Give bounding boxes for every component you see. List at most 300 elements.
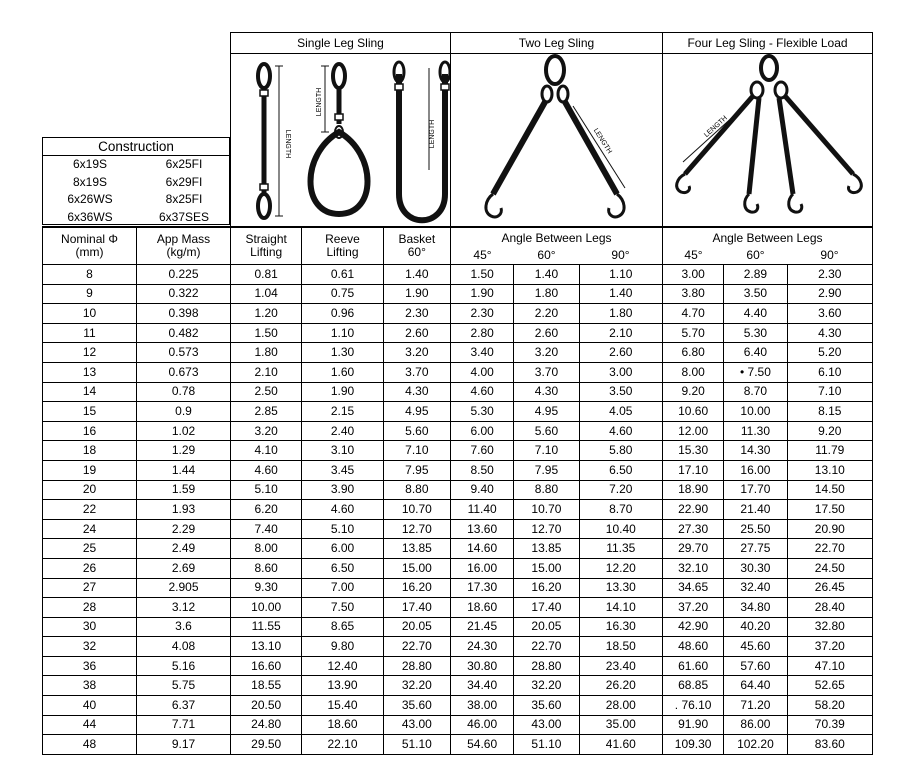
four-leg-60-cell: 11.30 xyxy=(724,421,787,441)
reeve-lifting-cell: 2.15 xyxy=(302,402,383,422)
nominal-diameter-cell: 27 xyxy=(43,578,137,598)
two-leg-60-cell: 28.80 xyxy=(514,656,579,676)
app-mass-cell: 2.29 xyxy=(137,519,231,539)
four-leg-60-cell: 4.40 xyxy=(724,304,787,324)
table-row xyxy=(43,382,873,402)
construction-item: 8x19S xyxy=(72,174,108,189)
nominal-diameter-cell: 13 xyxy=(43,362,137,382)
four-leg-60-cell: 34.80 xyxy=(724,598,787,618)
construction-item: 6x25FI xyxy=(165,157,203,171)
four-leg-60-cell: 102.20 xyxy=(724,735,787,755)
app-mass-cell: 3.6 xyxy=(137,617,231,637)
two-leg-angle-60: 60° xyxy=(537,247,556,262)
basket-60-cell: 51.10 xyxy=(383,735,450,755)
table-row xyxy=(43,558,873,578)
nominal-diameter-cell: 32 xyxy=(43,637,137,657)
construction-item: 6x37SES xyxy=(158,209,210,224)
four-leg-45-cell: 37.20 xyxy=(663,598,724,618)
basket-60-cell: 10.70 xyxy=(383,500,450,520)
two-leg-60-cell: 1.80 xyxy=(514,284,579,304)
nominal-diameter-cell: 20 xyxy=(43,480,137,500)
nominal-diameter-cell: 28 xyxy=(43,598,137,618)
two-leg-60-cell: 10.70 xyxy=(514,500,579,520)
two-leg-90-cell: 3.00 xyxy=(579,362,662,382)
two-leg-90-cell: 41.60 xyxy=(579,735,662,755)
four-leg-angle-90: 90° xyxy=(820,247,839,262)
nominal-diameter-cell: 36 xyxy=(43,656,137,676)
four-leg-60-cell: 6.40 xyxy=(724,343,787,363)
app-mass-cell: 1.59 xyxy=(137,480,231,500)
two-leg-45-cell: 5.30 xyxy=(451,402,514,422)
four-leg-45-cell: 91.90 xyxy=(663,715,724,735)
four-leg-45-cell: 34.65 xyxy=(663,578,724,598)
basket-60-cell: 12.70 xyxy=(383,519,450,539)
reeve-lifting-cell: 8.65 xyxy=(302,617,383,637)
two-leg-90-cell: 26.20 xyxy=(579,676,662,696)
two-leg-45-cell: 2.80 xyxy=(451,323,514,343)
basket-60-cell: 22.70 xyxy=(383,637,450,657)
table-row xyxy=(43,421,873,441)
two-leg-60-cell: 20.05 xyxy=(514,617,579,637)
four-leg-angle-label: Angle Between Legs xyxy=(712,230,823,245)
two-leg-45-cell: 11.40 xyxy=(451,500,514,520)
straight-lifting-cell: 1.80 xyxy=(231,343,302,363)
four-leg-60-cell: 14.30 xyxy=(724,441,787,461)
construction-title: Construction xyxy=(43,138,229,156)
table-row xyxy=(43,656,873,676)
nominal-diameter-cell: 48 xyxy=(43,735,137,755)
app-mass-cell: 0.573 xyxy=(137,343,231,363)
four-leg-45-cell: 61.60 xyxy=(663,656,724,676)
construction-item: 6x26WS xyxy=(67,192,113,206)
single-leg-sling-icon xyxy=(231,54,450,226)
reeve-lifting-cell: 5.10 xyxy=(302,519,383,539)
four-leg-angle-header xyxy=(663,228,873,265)
nominal-label: Nominal Φ xyxy=(61,232,118,246)
four-leg-90-cell: 9.20 xyxy=(787,421,872,441)
reeve-lifting-cell: 0.75 xyxy=(302,284,383,304)
two-leg-60-cell: 7.95 xyxy=(514,460,579,480)
nominal-diameter-cell: 22 xyxy=(43,500,137,520)
basket-60-cell: 1.90 xyxy=(383,284,450,304)
straight-lifting-cell: 29.50 xyxy=(231,735,302,755)
four-leg-60-cell: 10.00 xyxy=(724,402,787,422)
basket-60-cell: 43.00 xyxy=(383,715,450,735)
four-leg-90-cell: 13.10 xyxy=(787,460,872,480)
basket-60-cell: 3.20 xyxy=(383,343,450,363)
reeve-lifting-cell: 15.40 xyxy=(302,696,383,716)
straight-lifting-cell: 8.00 xyxy=(231,539,302,559)
app-mass-cell: 9.17 xyxy=(137,735,231,755)
two-leg-60-cell: 4.30 xyxy=(514,382,579,402)
table-row xyxy=(43,637,873,657)
two-leg-45-cell: 13.60 xyxy=(451,519,514,539)
basket-header xyxy=(383,228,450,265)
four-leg-60-cell: 21.40 xyxy=(724,500,787,520)
nominal-diameter-cell: 10 xyxy=(43,304,137,324)
four-leg-60-cell: 2.89 xyxy=(724,265,787,285)
four-leg-90-cell: 3.60 xyxy=(787,304,872,324)
four-leg-90-cell: 17.50 xyxy=(787,500,872,520)
length-label-5: LENGTH xyxy=(703,114,729,139)
four-leg-90-cell: 58.20 xyxy=(787,696,872,716)
app-mass-cell: 7.71 xyxy=(137,715,231,735)
four-leg-60-cell: 17.70 xyxy=(724,480,787,500)
four-leg-45-cell: 22.90 xyxy=(663,500,724,520)
construction-item: 6x19S xyxy=(72,157,108,171)
single-leg-sling-header: Single Leg Sling xyxy=(231,33,451,54)
four-leg-45-cell: 3.80 xyxy=(663,284,724,304)
basket-60-cell: 7.10 xyxy=(383,441,450,461)
single-leg-sling-illustration xyxy=(231,54,451,227)
straight-lifting-cell: 5.10 xyxy=(231,480,302,500)
length-label-3: LENGTH xyxy=(429,119,436,149)
app-mass-cell: 5.75 xyxy=(137,676,231,696)
two-leg-60-cell: 2.20 xyxy=(514,304,579,324)
four-leg-45-cell: 27.30 xyxy=(663,519,724,539)
two-leg-45-cell: 4.60 xyxy=(451,382,514,402)
straight-lifting-cell: 13.10 xyxy=(231,637,302,657)
four-leg-90-cell: 2.30 xyxy=(787,265,872,285)
two-leg-45-cell: 14.60 xyxy=(451,539,514,559)
basket-sub-label: 60° xyxy=(407,245,426,259)
table-row xyxy=(43,284,873,304)
reeve-lifting-cell: 3.90 xyxy=(302,480,383,500)
two-leg-90-cell: 2.10 xyxy=(579,323,662,343)
two-leg-90-cell: 2.60 xyxy=(579,343,662,363)
nominal-unit: (mm) xyxy=(75,245,104,259)
two-leg-60-cell: 17.40 xyxy=(514,598,579,618)
straight-sub-label: Lifting xyxy=(250,245,283,259)
app-mass-cell: 0.482 xyxy=(137,323,231,343)
four-leg-60-cell: 3.50 xyxy=(724,284,787,304)
two-leg-90-cell: 1.10 xyxy=(579,265,662,285)
reeve-lifting-cell: 3.10 xyxy=(302,441,383,461)
two-leg-90-cell: 1.40 xyxy=(579,284,662,304)
four-leg-90-cell: 28.40 xyxy=(787,598,872,618)
construction-item: 8x25FI xyxy=(165,192,203,206)
basket-60-cell: 1.40 xyxy=(383,265,450,285)
four-leg-90-cell: 70.39 xyxy=(787,715,872,735)
four-leg-90-cell: 24.50 xyxy=(787,558,872,578)
reeve-lifting-cell: 1.90 xyxy=(302,382,383,402)
reeve-lifting-cell: 13.90 xyxy=(302,676,383,696)
table-row xyxy=(43,304,873,324)
table-row xyxy=(43,578,873,598)
table-row xyxy=(43,362,873,382)
table-row xyxy=(43,343,873,363)
two-leg-60-cell: 22.70 xyxy=(514,637,579,657)
two-leg-60-cell: 16.20 xyxy=(514,578,579,598)
straight-label: Straight xyxy=(245,232,287,246)
straight-lifting-cell: 2.50 xyxy=(231,382,302,402)
two-leg-45-cell: 17.30 xyxy=(451,578,514,598)
two-leg-45-cell: 24.30 xyxy=(451,637,514,657)
four-leg-90-cell: 52.65 xyxy=(787,676,872,696)
four-leg-sling-illustration xyxy=(663,54,873,227)
basket-60-cell: 5.60 xyxy=(383,421,450,441)
four-leg-90-cell: 2.90 xyxy=(787,284,872,304)
two-leg-60-cell: 2.60 xyxy=(514,323,579,343)
nominal-header xyxy=(43,228,137,265)
four-leg-60-cell: 45.60 xyxy=(724,637,787,657)
reeve-label: Reeve xyxy=(325,232,360,246)
app-mass-cell: 1.29 xyxy=(137,441,231,461)
four-leg-90-cell: 4.30 xyxy=(787,323,872,343)
four-leg-90-cell: 20.90 xyxy=(787,519,872,539)
straight-lifting-cell: 0.81 xyxy=(231,265,302,285)
two-leg-45-cell: 38.00 xyxy=(451,696,514,716)
four-leg-60-cell: 30.30 xyxy=(724,558,787,578)
nominal-diameter-cell: 26 xyxy=(43,558,137,578)
nominal-diameter-cell: 24 xyxy=(43,519,137,539)
construction-item: 6x36WS xyxy=(67,209,113,224)
app-mass-cell: 1.02 xyxy=(137,421,231,441)
straight-lifting-cell: 1.20 xyxy=(231,304,302,324)
four-leg-angle-45: 45° xyxy=(684,247,703,262)
two-leg-60-cell: 43.00 xyxy=(514,715,579,735)
reeve-lifting-cell: 9.80 xyxy=(302,637,383,657)
straight-lifting-cell: 2.85 xyxy=(231,402,302,422)
four-leg-45-cell: 29.70 xyxy=(663,539,724,559)
two-leg-angle-45: 45° xyxy=(473,247,492,262)
four-leg-60-cell: 57.60 xyxy=(724,656,787,676)
two-leg-90-cell: 1.80 xyxy=(579,304,662,324)
two-leg-45-cell: 6.00 xyxy=(451,421,514,441)
basket-60-cell: 2.30 xyxy=(383,304,450,324)
two-leg-90-cell: 28.00 xyxy=(579,696,662,716)
two-leg-60-cell: 12.70 xyxy=(514,519,579,539)
table-row xyxy=(43,696,873,716)
app-mass-cell: 2.49 xyxy=(137,539,231,559)
two-leg-90-cell: 14.10 xyxy=(579,598,662,618)
basket-60-cell: 35.60 xyxy=(383,696,450,716)
reeve-lifting-cell: 3.45 xyxy=(302,460,383,480)
straight-lifting-cell: 10.00 xyxy=(231,598,302,618)
app-mass-cell: 0.78 xyxy=(137,382,231,402)
reeve-lifting-cell: 22.10 xyxy=(302,735,383,755)
reeve-lifting-cell: 1.10 xyxy=(302,323,383,343)
straight-lifting-cell: 9.30 xyxy=(231,578,302,598)
four-leg-90-cell: 26.45 xyxy=(787,578,872,598)
table-row xyxy=(43,323,873,343)
nominal-diameter-cell: 25 xyxy=(43,539,137,559)
reeve-lifting-cell: 0.61 xyxy=(302,265,383,285)
four-leg-60-cell: 71.20 xyxy=(724,696,787,716)
four-leg-90-cell: 83.60 xyxy=(787,735,872,755)
app-mass-label: App Mass xyxy=(156,232,211,246)
reeve-lifting-cell: 12.40 xyxy=(302,656,383,676)
four-leg-90-cell: 11.79 xyxy=(787,441,872,461)
four-leg-60-cell: 8.70 xyxy=(724,382,787,402)
two-leg-90-cell: 13.30 xyxy=(579,578,662,598)
basket-60-cell: 3.70 xyxy=(383,362,450,382)
nominal-diameter-cell: 16 xyxy=(43,421,137,441)
two-leg-angle-90: 90° xyxy=(611,247,630,262)
four-leg-45-cell: 4.70 xyxy=(663,304,724,324)
four-leg-sling-icon xyxy=(663,54,872,226)
straight-lifting-cell: 3.20 xyxy=(231,421,302,441)
app-mass-unit: (kg/m) xyxy=(166,245,201,259)
four-leg-60-cell: 64.40 xyxy=(724,676,787,696)
length-label-2: LENGTH xyxy=(316,87,323,117)
app-mass-cell: 2.69 xyxy=(137,558,231,578)
nominal-diameter-cell: 30 xyxy=(43,617,137,637)
nominal-diameter-cell: 11 xyxy=(43,323,137,343)
basket-60-cell: 15.00 xyxy=(383,558,450,578)
four-leg-45-cell: 48.60 xyxy=(663,637,724,657)
basket-60-cell: 7.95 xyxy=(383,460,450,480)
table-row xyxy=(43,480,873,500)
straight-lifting-cell: 11.55 xyxy=(231,617,302,637)
two-leg-90-cell: 4.60 xyxy=(579,421,662,441)
construction-item: 6x29FI xyxy=(165,174,203,189)
two-leg-60-cell: 8.80 xyxy=(514,480,579,500)
four-leg-sling-header: Four Leg Sling - Flexible Load xyxy=(663,33,873,54)
nominal-diameter-cell: 12 xyxy=(43,343,137,363)
reeve-lifting-cell: 6.00 xyxy=(302,539,383,559)
two-leg-45-cell: 18.60 xyxy=(451,598,514,618)
four-leg-45-cell: 18.90 xyxy=(663,480,724,500)
straight-lifting-cell: 6.20 xyxy=(231,500,302,520)
two-leg-45-cell: 54.60 xyxy=(451,735,514,755)
two-leg-angle-label: Angle Between Legs xyxy=(501,230,612,245)
straight-lifting-cell: 18.55 xyxy=(231,676,302,696)
four-leg-60-cell: • 7.50 xyxy=(724,362,787,382)
table-row xyxy=(43,539,873,559)
four-leg-45-cell: . 76.10 xyxy=(663,696,724,716)
basket-60-cell: 32.20 xyxy=(383,676,450,696)
app-mass-cell: 0.9 xyxy=(137,402,231,422)
straight-lifting-cell: 20.50 xyxy=(231,696,302,716)
table-row xyxy=(43,676,873,696)
table-row xyxy=(43,441,873,461)
two-leg-90-cell: 6.50 xyxy=(579,460,662,480)
two-leg-90-cell: 12.20 xyxy=(579,558,662,578)
straight-lifting-cell: 1.04 xyxy=(231,284,302,304)
nominal-diameter-cell: 9 xyxy=(43,284,137,304)
four-leg-45-cell: 3.00 xyxy=(663,265,724,285)
two-leg-45-cell: 4.00 xyxy=(451,362,514,382)
four-leg-45-cell: 15.30 xyxy=(663,441,724,461)
four-leg-60-cell: 32.40 xyxy=(724,578,787,598)
app-mass-cell: 0.398 xyxy=(137,304,231,324)
two-leg-sling-illustration xyxy=(451,54,663,227)
two-leg-45-cell: 3.40 xyxy=(451,343,514,363)
two-leg-45-cell: 7.60 xyxy=(451,441,514,461)
four-leg-60-cell: 5.30 xyxy=(724,323,787,343)
construction-box xyxy=(43,227,231,228)
four-leg-90-cell: 5.20 xyxy=(787,343,872,363)
reeve-lifting-cell: 4.60 xyxy=(302,500,383,520)
two-leg-45-cell: 8.50 xyxy=(451,460,514,480)
capacity-rows xyxy=(43,265,873,755)
construction-panel xyxy=(42,137,230,225)
basket-60-cell: 13.85 xyxy=(383,539,450,559)
table-row xyxy=(43,265,873,285)
straight-lifting-cell: 4.60 xyxy=(231,460,302,480)
two-leg-45-cell: 21.45 xyxy=(451,617,514,637)
basket-60-cell: 4.30 xyxy=(383,382,450,402)
straight-lifting-cell: 7.40 xyxy=(231,519,302,539)
reeve-lifting-cell: 18.60 xyxy=(302,715,383,735)
two-leg-90-cell: 7.20 xyxy=(579,480,662,500)
two-leg-60-cell: 4.95 xyxy=(514,402,579,422)
straight-lifting-cell: 2.10 xyxy=(231,362,302,382)
four-leg-45-cell: 12.00 xyxy=(663,421,724,441)
two-leg-90-cell: 16.30 xyxy=(579,617,662,637)
two-leg-60-cell: 1.40 xyxy=(514,265,579,285)
reeve-lifting-cell: 1.30 xyxy=(302,343,383,363)
four-leg-45-cell: 9.20 xyxy=(663,382,724,402)
two-leg-90-cell: 11.35 xyxy=(579,539,662,559)
four-leg-angle-60: 60° xyxy=(746,247,765,262)
two-leg-60-cell: 15.00 xyxy=(514,558,579,578)
nominal-diameter-cell: 44 xyxy=(43,715,137,735)
straight-lifting-cell: 1.50 xyxy=(231,323,302,343)
table-row xyxy=(43,460,873,480)
four-leg-45-cell: 68.85 xyxy=(663,676,724,696)
app-mass-cell: 4.08 xyxy=(137,637,231,657)
nominal-diameter-cell: 14 xyxy=(43,382,137,402)
two-leg-60-cell: 51.10 xyxy=(514,735,579,755)
basket-60-cell: 16.20 xyxy=(383,578,450,598)
four-leg-60-cell: 25.50 xyxy=(724,519,787,539)
two-leg-90-cell: 4.05 xyxy=(579,402,662,422)
app-mass-cell: 6.37 xyxy=(137,696,231,716)
table-row xyxy=(43,735,873,755)
reeve-lifting-cell: 1.60 xyxy=(302,362,383,382)
two-leg-45-cell: 34.40 xyxy=(451,676,514,696)
reeve-lifting-cell: 0.96 xyxy=(302,304,383,324)
four-leg-45-cell: 32.10 xyxy=(663,558,724,578)
length-label-4: LENGTH xyxy=(591,127,613,156)
four-leg-45-cell: 10.60 xyxy=(663,402,724,422)
four-leg-60-cell: 16.00 xyxy=(724,460,787,480)
app-mass-cell: 0.322 xyxy=(137,284,231,304)
app-mass-cell: 3.12 xyxy=(137,598,231,618)
two-leg-90-cell: 23.40 xyxy=(579,656,662,676)
four-leg-90-cell: 37.20 xyxy=(787,637,872,657)
two-leg-90-cell: 18.50 xyxy=(579,637,662,657)
table-row xyxy=(43,500,873,520)
two-leg-60-cell: 32.20 xyxy=(514,676,579,696)
straight-lifting-cell: 16.60 xyxy=(231,656,302,676)
four-leg-90-cell: 32.80 xyxy=(787,617,872,637)
four-leg-45-cell: 5.70 xyxy=(663,323,724,343)
table-row xyxy=(43,715,873,735)
basket-60-cell: 4.95 xyxy=(383,402,450,422)
four-leg-45-cell: 42.90 xyxy=(663,617,724,637)
basket-60-cell: 20.05 xyxy=(383,617,450,637)
two-leg-45-cell: 9.40 xyxy=(451,480,514,500)
table-row xyxy=(43,617,873,637)
four-leg-90-cell: 14.50 xyxy=(787,480,872,500)
app-mass-cell: 0.673 xyxy=(137,362,231,382)
basket-label: Basket xyxy=(398,232,436,246)
nominal-diameter-cell: 19 xyxy=(43,460,137,480)
two-leg-60-cell: 7.10 xyxy=(514,441,579,461)
table-row xyxy=(43,598,873,618)
app-mass-cell: 2.905 xyxy=(137,578,231,598)
reeve-sub-label: Lifting xyxy=(326,245,359,259)
app-mass-cell: 1.93 xyxy=(137,500,231,520)
straight-lifting-cell: 24.80 xyxy=(231,715,302,735)
four-leg-90-cell: 47.10 xyxy=(787,656,872,676)
nominal-diameter-cell: 15 xyxy=(43,402,137,422)
two-leg-90-cell: 5.80 xyxy=(579,441,662,461)
length-label-1: LENGTH xyxy=(284,129,291,159)
